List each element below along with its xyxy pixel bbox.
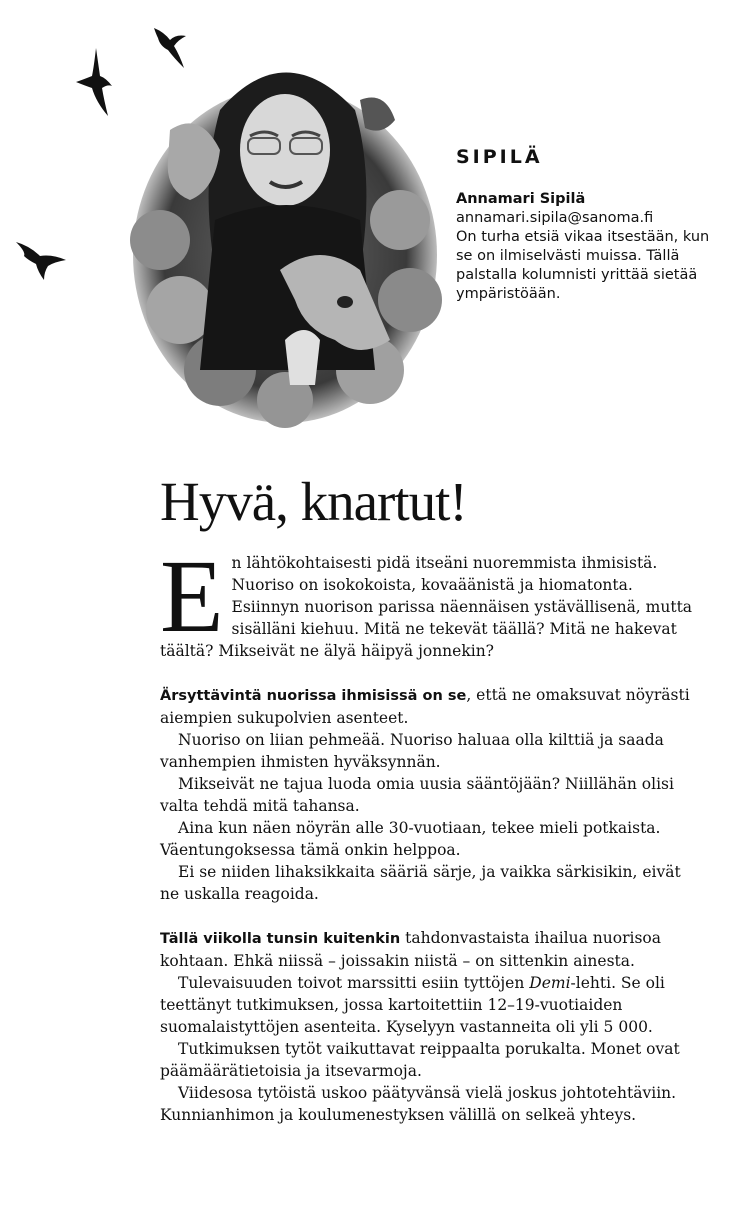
article (160, 470, 700, 1148)
section-1-lead-rest: , että ne omaksuvat nöyrästi aiempien sukupolvien asenteet. (160, 686, 690, 727)
body-paragraph: Nuoriso on liian pehmeää. Nuoriso haluaa olla kilttiä ja saada vanhempien ihmisten hyväksynnän. (160, 731, 664, 771)
body-paragraph: Tutkimuksen tytöt vaikuttavat reippaalta porukalta. Monet ovat päämäärätietoisia ja itsevarmoja. (160, 1040, 680, 1080)
section-2-opening (160, 927, 700, 972)
column-name: SIPILÄ (456, 146, 543, 168)
demi-after: -lehti. Se oli teettänyt tutkimuksen, jossa kartoitettiin 12–19-vuotiaiden suomalaistyttöjen asenteita. Kyselyyn vastanneita oli yli 5 000. (160, 974, 665, 1036)
article-section-2 (160, 927, 700, 1126)
article-headline: Hyvä, knartut! (160, 471, 467, 532)
swallow-icon (74, 46, 114, 118)
body-paragraph: Viidesosa tytöistä uskoo päätyvänsä vielä joskus johtotehtäviin. Kunnianhimon ja koulumenestyksen välillä on selkeä yhteys. (160, 1084, 677, 1124)
author-name: Annamari Sipilä (456, 191, 586, 207)
column-description: On turha etsiä vikaa itsestään, kun se on ilmiselvästi muissa. Tällä palstalla kolumnisti yrittää sietää ympäristöään. (456, 229, 710, 302)
intro-paragraph: n lähtökohtaisesti pidä itseäni nuoremmista ihmisistä. Nuoriso on isokokoista, kovaäänistä ja hiomatonta. Esiinnyn nuorison parissa näennäisen ystävällisenä, mutta sisälläni kiehuu. Mitä ne tekevät täällä? Mitä ne hakevat täältä? Mikseivät ne älyä häipyä jonnekin? (160, 554, 693, 660)
body-paragraph: Aina kun näen nöyrän alle 30-vuotiaan, tekee mieli potkaista. Väentungoksessa tämä onkin helppoa. (160, 819, 661, 859)
author-email: annamari.sipila@sanoma.fi (456, 210, 654, 226)
section-1-lead: Ärsyttävintä nuorissa ihmisissä on se (160, 688, 467, 704)
body-paragraph: Mikseivät ne tajua luoda omia uusia sääntöjään? Niillähän olisi valta tehdä mitä tahansa. (160, 775, 674, 815)
body-paragraph (160, 972, 700, 1038)
article-intro (160, 539, 700, 662)
body-paragraph: Ei se niiden lihaksikkaita sääriä särje, ja vaikka särkisikin, eivät ne uskalla reagoida. (160, 863, 681, 903)
article-section-1 (160, 684, 700, 905)
swallow-icon (14, 238, 70, 282)
drop-cap: E (160, 539, 224, 654)
demi-before: Tulevaisuuden toivot marssitti esiin tyttöjen (178, 974, 530, 992)
demi-title: Demi (529, 974, 571, 992)
column-byline (456, 146, 721, 304)
columnist-portrait (120, 40, 450, 430)
section-2-lead: Tällä viikolla tunsin kuitenkin (160, 931, 401, 947)
section-1-opening (160, 684, 700, 729)
section-2-lead-rest: tahdonvastaista ihailua nuorisoa kohtaan. Ehkä niissä – joissakin niistä – on sittenkin ainesta. (160, 929, 661, 970)
